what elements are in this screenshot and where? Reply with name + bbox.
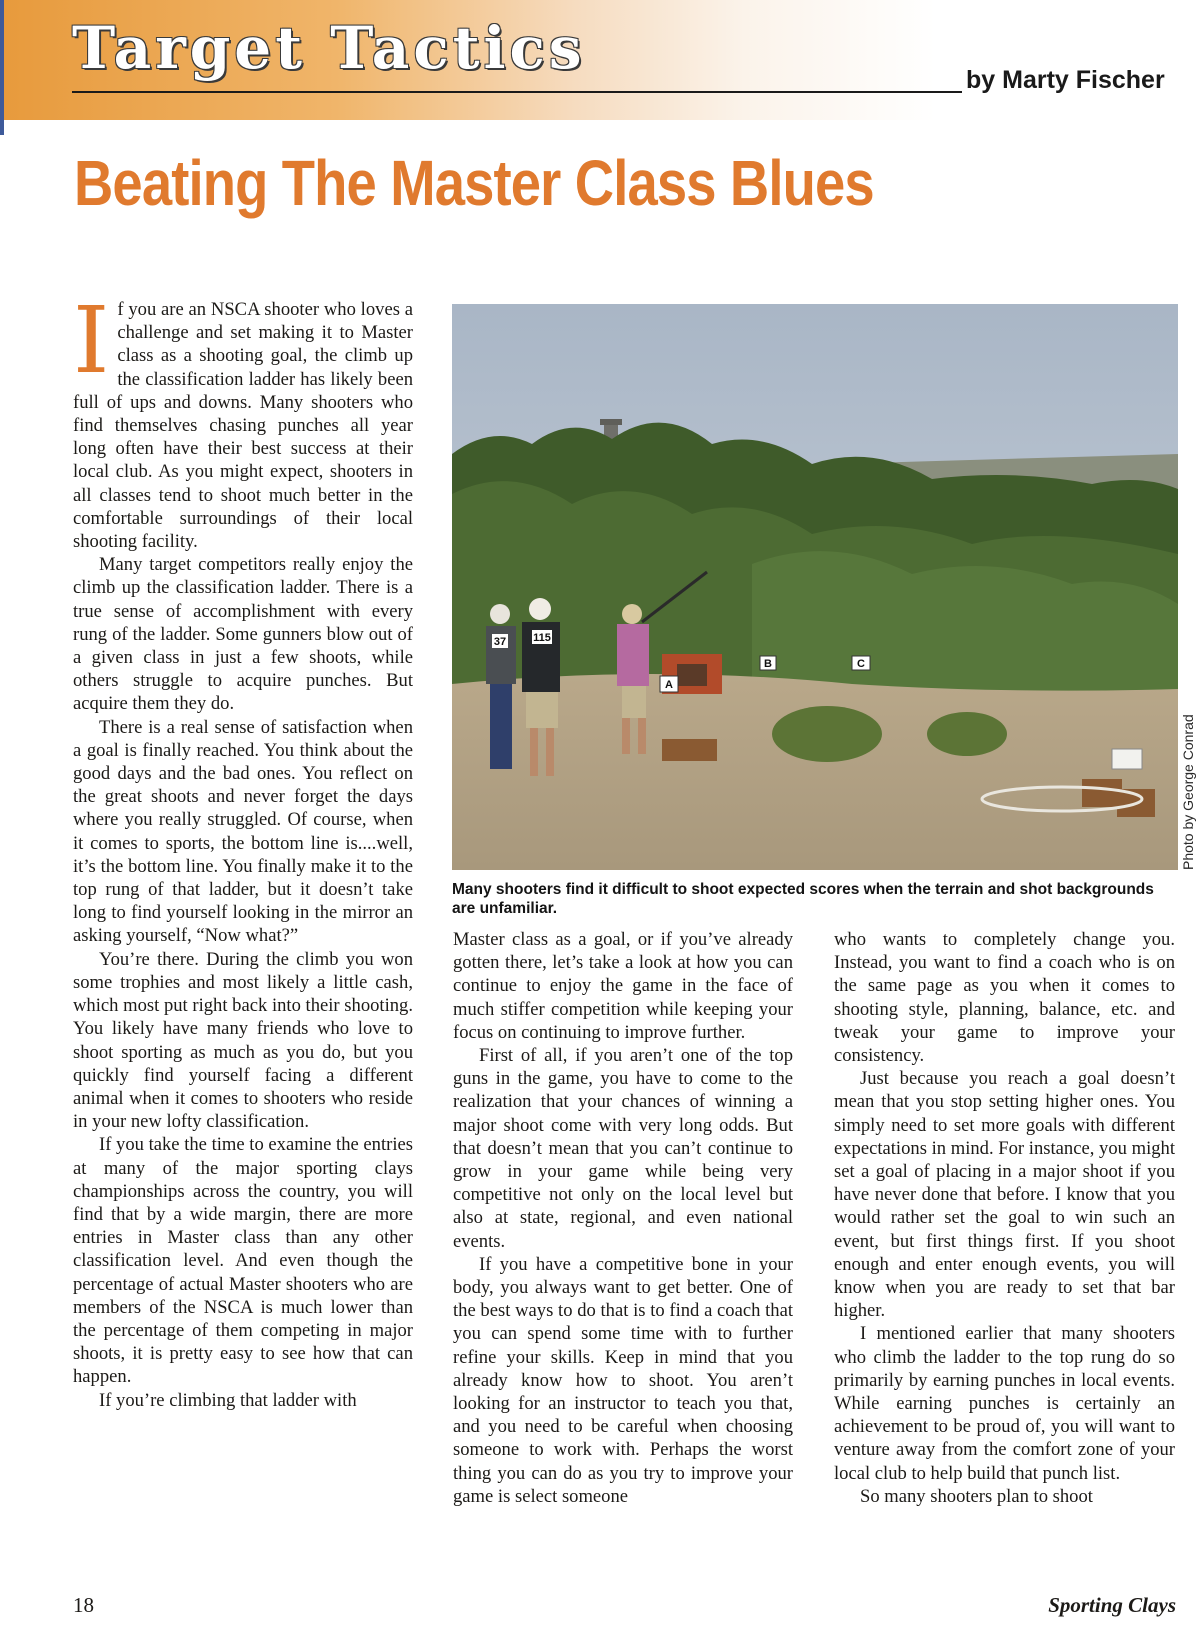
svg-text:37: 37: [493, 636, 507, 648]
station-sign-c: [852, 656, 870, 670]
paragraph: If you take the time to examine the entries at many of the major sporting clays championships across the country, you will find that by a wide margin, there are more entries in Master class than any other classification level. And even though the percentage of actual Master shooters who are members of the NSCA is much lower than the percentage of them competing in major shoots, it is pretty easy to see how that can happen.: [73, 1134, 413, 1388]
paragraph: If you’re climbing that ladder with: [99, 1389, 357, 1411]
svg-text:B: B: [764, 658, 772, 670]
photo-caption: Many shooters find it difficult to shoot expected scores when the terrain and shot backgrounds are unfamiliar.: [452, 881, 1154, 917]
paragraph: I mentioned earlier that many shooters who climb the ladder to the top rung do so primarily by earning punches in local events. While earning punches is certainly an achievement to be proud of, you will want to venture away from the comfort zone of your local club to help build that punch list.: [834, 1323, 1175, 1484]
paragraph: who wants to completely change you. Instead, you want to find a coach who is on the same page as you when it comes to shooting style, planning, balance, etc. and tweak your game to improve your consistency.: [834, 929, 1175, 1067]
left-edge-rule: [0, 0, 4, 135]
paragraph: Many target competitors really enjoy the climb up the classification ladder. There is a true sense of accomplishment with every rung of the ladder. Some gunners blow out of a given class in just a few shoots, while others struggle to acquire punches. But acquire them they do.: [73, 554, 413, 715]
photo-credit: Photo by George Conrad: [1180, 714, 1196, 870]
station-sign-a: [660, 676, 678, 692]
paragraph: Just because you reach a goal doesn’t mean that you stop setting higher ones. You simply need to set more goals with different expectations in mind. For instance, you might set a goal of placing in a major shoot if you have never done that before. I know that you would rather set the goal to win such an event, but first things first. If you shoot enough and enter enough events, you will know when you are ready to set that bar higher.: [834, 1068, 1175, 1322]
header-rule: [72, 91, 962, 93]
article-headline: Beating The Master Class Blues: [74, 147, 874, 219]
svg-text:115: 115: [533, 632, 551, 644]
paragraph: If you have a competitive bone in your body, you always want to get better. One of the best ways to do that is to find a coach that you can spend some time with to further refine your skills. Keep in mind that you already know how to shoot. You aren’t looking for an instructor to teach you that, and you need to be careful when choosing someone to work with. Perhaps the worst thing you can do as you try to improve your game is select someone: [453, 1253, 793, 1507]
drop-cap: I: [73, 287, 110, 394]
paragraph: First of all, if you aren’t one of the top guns in the game, you have to come to the realization that your chances of winning a major shoot come with very long odds. But that doesn’t mean that you can’t continue to grow in your game while being very competitive not only on the local level but also at state, regional, and even national events.: [453, 1045, 793, 1252]
station-sign-b: [760, 656, 776, 670]
paragraph: If you are an NSCA shooter who loves a challenge and set making it to Master class as a shooting goal, the climb up the classification ladder has likely been full of ups and downs. Many shooters who find themselves chasing punches all year long often have their best success at their local club. As you might expect, shooters in all classes tend to shoot much better in the comfortable surroundings of their local shooting facility.: [73, 287, 413, 553]
byline: by Marty Fischer: [966, 66, 1165, 94]
text-column-2: [453, 928, 793, 1508]
article-photo: [452, 304, 1178, 870]
paragraph: There is a real sense of satisfaction when a goal is finally reached. You think about the good days and the bad ones. You reflect on the great shoots and never forget the days where you really struggled. Of course, when it comes to sports, the bottom line is....well, it’s the bottom line. You finally make it to the top rung of that ladder, but it doesn’t take long to find yourself looking in the mirror an asking yourself, “Now what?”: [73, 716, 413, 947]
svg-text:C: C: [857, 658, 865, 670]
paragraph: So many shooters plan to shoot: [860, 1485, 1093, 1507]
page-number: 18: [73, 1593, 94, 1617]
magazine-name: Sporting Clays: [1048, 1593, 1176, 1617]
paragraph: Master class as a goal, or if you’ve already gotten there, let’s take a look at how you can continue to enjoy the game in the face of much stiffer competition while keeping your focus on continuing to improve further.: [453, 929, 793, 1043]
photo-illustration: [452, 304, 1178, 870]
text-column-1: [73, 287, 413, 1412]
paragraph: You’re there. During the climb you won some trophies and most likely a little cash, which most put right back into their shooting. You likely have many friends who love to shoot sporting as much as you do, but you quickly find yourself facing a different animal when it comes to shooters who reside in your new lofty classification.: [73, 948, 413, 1133]
shooter-left: [486, 604, 516, 769]
text-column-3: [834, 928, 1175, 1508]
column-title: Target Tactics: [72, 14, 586, 82]
svg-text:A: A: [665, 679, 673, 691]
